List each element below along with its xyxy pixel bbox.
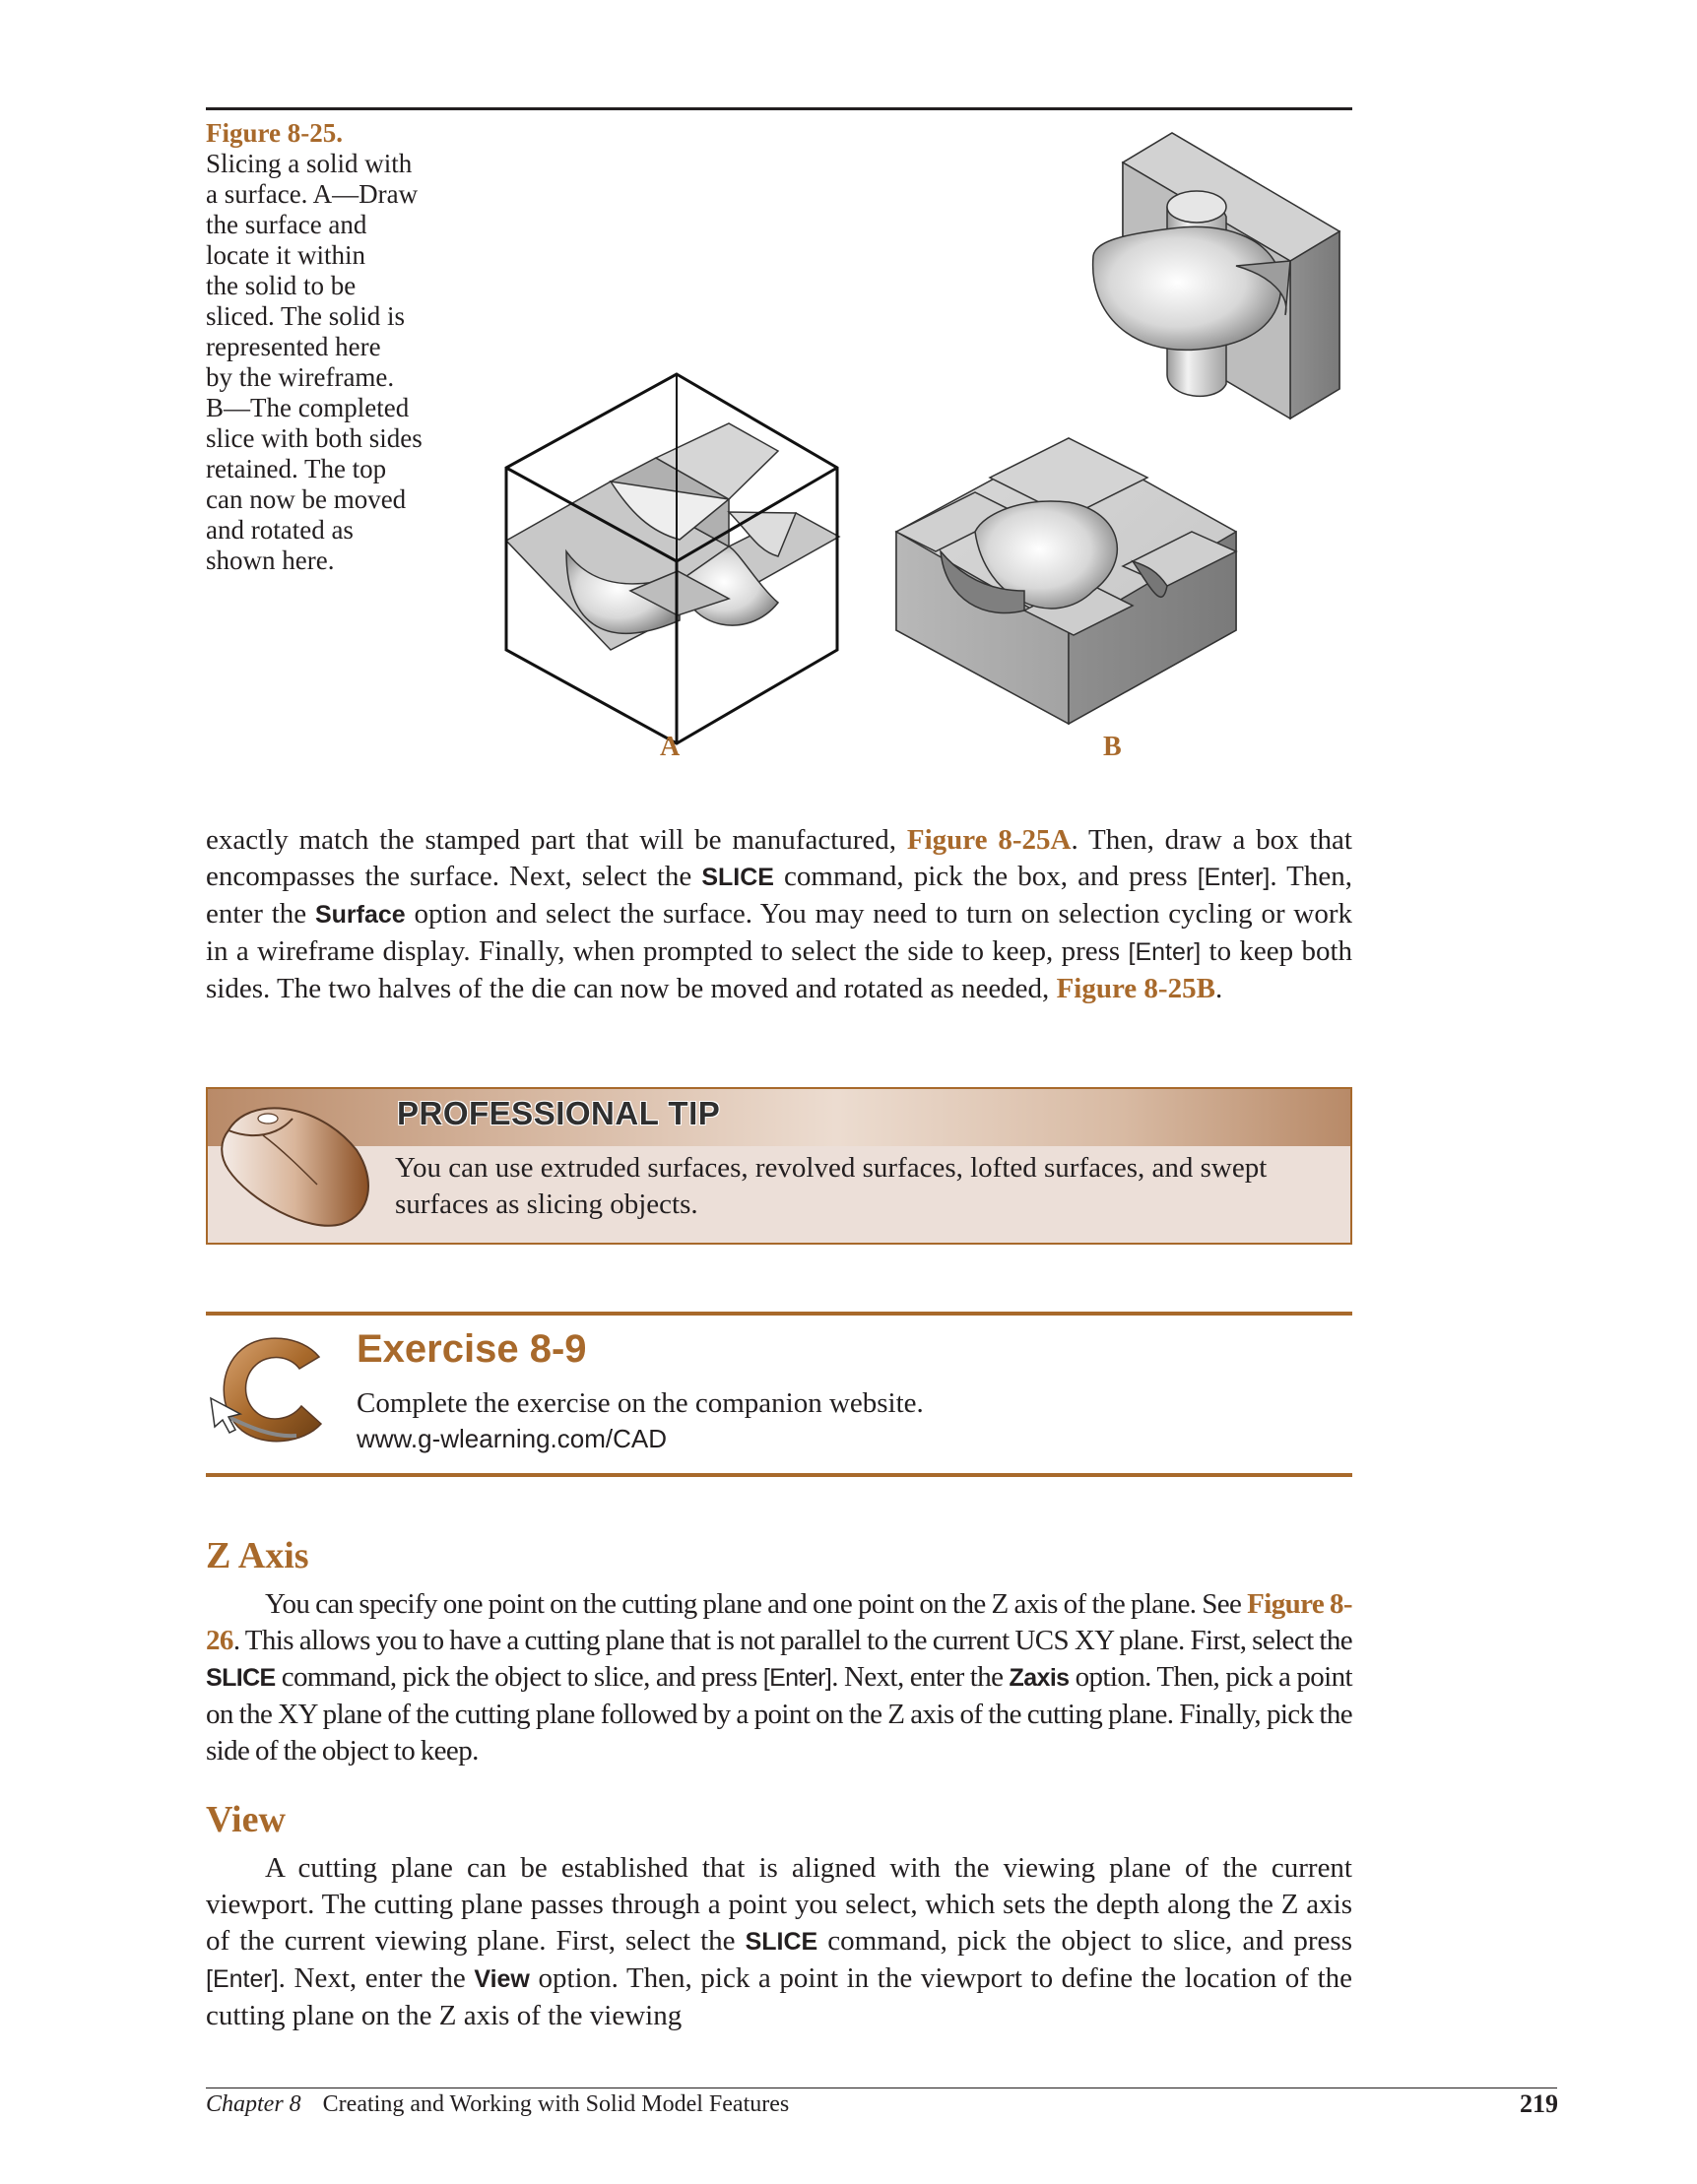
caption-line: can now be moved [206, 484, 407, 514]
figure-reference-link[interactable]: Figure 8-25B [1056, 973, 1215, 1004]
page-number: 219 [1520, 2089, 1558, 2118]
figure-number: Figure 8-25. [206, 118, 343, 148]
figure-illustration [0, 0, 1697, 807]
command-name: SLICE [745, 1928, 818, 1956]
key-name: [Enter] [206, 1965, 279, 1993]
figure-label-b: B [1103, 732, 1122, 762]
option-name: Zaxis [1009, 1664, 1070, 1692]
exercise-title: Exercise 8-9 [357, 1327, 587, 1371]
caption-line: B—The completed [206, 393, 410, 422]
companion-website-link[interactable]: www.g-wlearning.com/CAD [357, 1424, 667, 1453]
chapter-number: Chapter 8 [206, 2091, 301, 2117]
figure-b-upper-half [1093, 133, 1339, 418]
caption-line: retained. The top [206, 454, 387, 483]
caption-line: sliced. The solid is [206, 301, 405, 331]
caption-line: shown here. [206, 546, 335, 575]
body-paragraph: exactly match the stamped part that will be manufactured, Figure 8-25A. Then, draw a box that encompasses the surface. Next, select the SLICE command, pick the box, and press [Enter]. Then, enter the Surface option and select the surface. You may need to turn on selection cycling or work in a wireframe display. Finally, when prompted to select the side to keep, press [Enter] to keep both sides. The two halves of the die can now be moved and rotated as needed, Figure 8-25B. [206, 824, 1353, 1004]
key-name: [Enter] [1197, 864, 1271, 891]
caption-line: slice with both sides [206, 423, 423, 453]
running-footer [206, 2091, 789, 2118]
caption-line: Slicing a solid with [206, 149, 413, 178]
section-heading-z-axis: Z Axis [206, 1535, 309, 1576]
professional-tip-text: You can use extruded surfaces, revolved surfaces, lofted surfaces, and swept surfaces as slicing objects. [395, 1152, 1268, 1220]
exercise-bottom-rule [206, 1473, 1352, 1477]
caption-line: the surface and [206, 210, 367, 239]
exercise-text: Complete the exercise on the companion website. [357, 1387, 924, 1419]
key-name: [Enter] [1128, 938, 1202, 966]
figure-reference-link[interactable]: Figure 8-25A [906, 824, 1072, 856]
body-paragraph: You can specify one point on the cutting plane and one point on the Z axis of the plane. See Figure 8-26. This allows you to have a cutting plane that is not parallel to the current UCS XY plane. First, select the SLICE command, pick the object to slice, and press [Enter]. Next, enter the Zaxis option. Then, pick a point on the XY plane of the cutting plane followed by a point on the Z axis of the cutting plane. Finally, pick the side of the object to keep. [206, 1588, 1352, 1766]
companion-website-icon [203, 1327, 341, 1450]
body-paragraph: A cutting plane can be established that is aligned with the viewing plane of the current viewport. The cutting plane passes through a point you select, which sets the depth along the Z axis of the current viewing plane. First, select the SLICE command, pick the object to slice, and press [Enter]. Next, enter the View option. Then, pick a point in the viewport to define the location of the cutting plane on the Z axis of the viewing [206, 1852, 1353, 2031]
professional-tip-title: PROFESSIONAL TIP [397, 1095, 721, 1131]
computer-mouse-icon [209, 1091, 386, 1239]
figure-reference-link[interactable]: Figure 8-26 [206, 1588, 1352, 1656]
figure-a-drawing [506, 374, 839, 743]
command-name: SLICE [701, 864, 774, 891]
caption-line: represented here [206, 332, 381, 361]
caption-line: and rotated as [206, 515, 354, 545]
figure-b-lower-half [896, 438, 1236, 724]
caption-line: locate it within [206, 240, 365, 270]
key-name: [Enter] [762, 1664, 832, 1692]
option-name: View [474, 1965, 530, 1993]
chapter-title: Creating and Working with Solid Model Features [322, 2091, 790, 2117]
section-heading-view: View [206, 1799, 286, 1840]
option-name: Surface [314, 901, 406, 929]
caption-line: the solid to be [206, 271, 357, 300]
caption-line: a surface. A—Draw [206, 179, 419, 209]
figure-label-a: A [660, 732, 681, 762]
caption-line: by the wireframe. [206, 362, 395, 392]
command-name: SLICE [206, 1664, 276, 1692]
exercise-top-rule [206, 1312, 1352, 1316]
